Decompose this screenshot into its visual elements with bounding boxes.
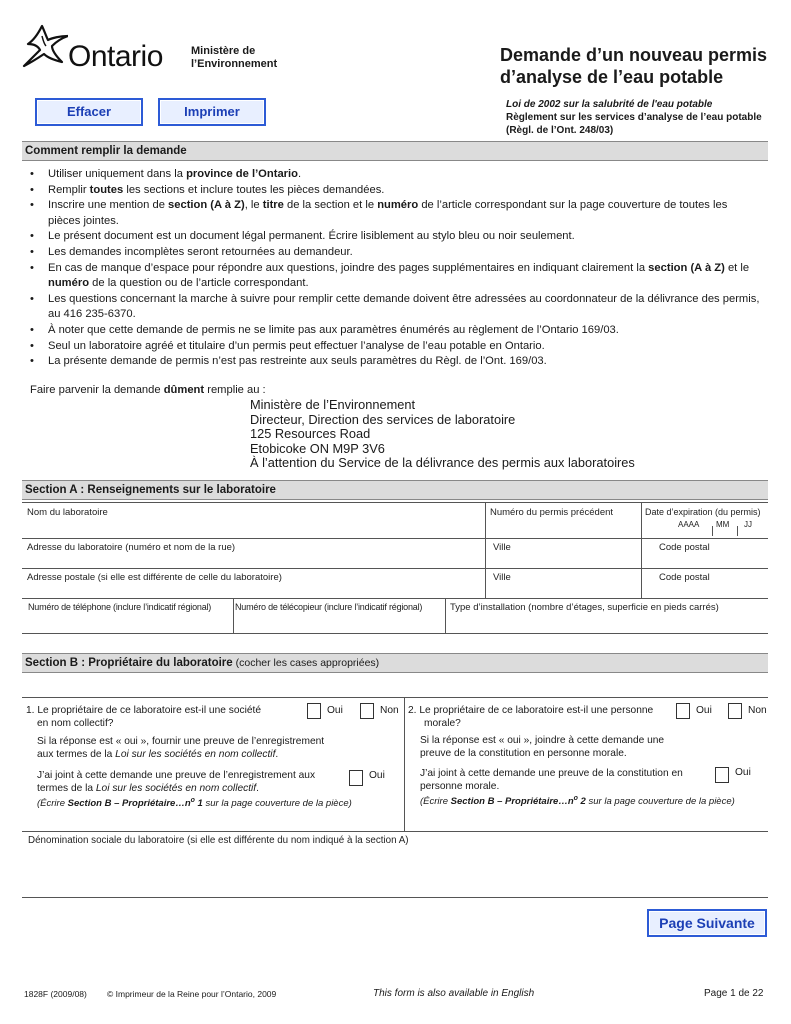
previous-permit-field[interactable] xyxy=(485,502,641,538)
instruction-item xyxy=(30,261,760,292)
question-1-attachment xyxy=(37,770,357,811)
mailing-address-label: Adresse postale (si elle est différente de celle du laboratoire) xyxy=(27,572,282,583)
send-prefix: Faire parvenir la demande xyxy=(30,384,164,396)
law-name: Loi de 2002 sur la salubrité de l'eau potable xyxy=(506,99,713,110)
instruction-emphasis: titre xyxy=(262,199,284,212)
q1-attachment-line3 xyxy=(37,795,357,811)
question-1 xyxy=(26,705,291,730)
mailing-city-label: Ville xyxy=(493,572,511,583)
send-suffix: remplie au : xyxy=(204,384,266,396)
q1-yes-checkbox[interactable] xyxy=(307,703,321,719)
instruction-item xyxy=(30,245,760,261)
instruction-text: , le xyxy=(244,199,263,212)
q1-attachment-law: Loi sur les sociétés en nom collectif xyxy=(95,782,257,794)
form-title xyxy=(500,44,785,88)
send-to-label xyxy=(30,384,266,396)
instruction-text: de l’article correspondant sur la page couverture de toutes les pièces jointes. xyxy=(48,199,728,227)
instructions-list xyxy=(30,167,760,370)
q1-instruction-end: . xyxy=(275,748,279,760)
corporate-name-field[interactable] xyxy=(22,832,768,897)
english-availability: This form is also available in English xyxy=(373,988,535,999)
logo-wordmark: Ontario xyxy=(68,40,163,73)
form-title-line1: Demande d’un nouveau permis xyxy=(500,45,768,65)
instruction-text: En cas de manque d’espace pour répondre aux questions, joindre des pages supplémentaires en indiquant clairement la xyxy=(48,261,649,274)
q1-note-prefix: (Écrire xyxy=(37,798,68,810)
q1-attachment-line2 xyxy=(37,783,357,796)
q2-attached-checkbox[interactable] xyxy=(715,767,729,783)
regulation-name: Règlement sur les services d’analyse de l’eau potable xyxy=(506,112,762,123)
q2-instruction-line1: Si la réponse est « oui », joindre à cette demande une xyxy=(420,735,665,746)
instruction-emphasis: section (A à Z) xyxy=(648,261,725,274)
address-line: À l’attention du Service de la délivrance des permis aux laboratoires xyxy=(250,455,635,470)
mailing-postal-code-label: Code postal xyxy=(659,572,710,583)
regulation-number: (Règl. de l’Ont. 248/03) xyxy=(506,125,614,136)
instruction-item xyxy=(30,167,760,183)
instruction-item xyxy=(30,183,760,199)
instruction-item xyxy=(30,198,760,229)
instruction-text: Les questions concernant la marche à suivre pour remplir cette demande doivent être adressées au coordonnateur de la délivrance des permis, au 416 235-6370. xyxy=(48,292,760,321)
q2-note-bold: Section B – Propriétaire…n xyxy=(450,796,574,808)
clear-button[interactable]: Effacer xyxy=(35,98,143,126)
day-label: JJ xyxy=(744,520,752,529)
instruction-text: . xyxy=(297,168,302,180)
q1-note-number: 1 xyxy=(194,798,203,810)
instruction-item xyxy=(30,323,760,339)
q1-instruction-line1: Si la réponse est « oui », fournir une preuve de l’enregistrement xyxy=(37,736,325,747)
instruction-emphasis: toutes xyxy=(89,183,124,196)
ontario-logo xyxy=(22,22,162,74)
postal-code-field[interactable] xyxy=(641,538,768,568)
q1-attached-yes-label: Oui xyxy=(369,770,385,781)
instruction-item xyxy=(30,292,760,323)
section-b-note: (cocher les cases appropriées) xyxy=(232,657,380,669)
instruction-emphasis: province de l’Ontario xyxy=(186,168,298,180)
instruction-text: À noter que cette demande de permis ne se limite pas aux paramètres énumérés au règlement de l’Ontario 169/03. xyxy=(48,323,619,336)
question-2-line2: morale? xyxy=(424,717,461,729)
q2-instruction-line2: preuve de la constitution en personne morale. xyxy=(420,747,627,759)
question-2-instructions xyxy=(420,735,720,760)
corporate-name-underline xyxy=(22,897,768,898)
q2-note-suffix: sur la page couverture de la pièce) xyxy=(585,796,735,808)
city-label: Ville xyxy=(493,542,511,553)
q1-attached-checkbox[interactable] xyxy=(349,770,363,786)
section-a-header: Section A : Renseignements sur le laboratoire xyxy=(22,480,768,500)
instruction-text: La présente demande de permis n’est pas restreinte aux seuls paramètres du Règl. de l’Ont. 169/03. xyxy=(48,355,547,368)
ministry-name xyxy=(191,45,301,71)
form-number: 1828F (2009/08) xyxy=(24,989,87,999)
q1-no-label: Non xyxy=(380,705,399,716)
address-line: Etobicoke ON M9P 3V6 xyxy=(250,440,385,456)
q2-attachment-line1: J’ai joint à cette demande une preuve de la constitution en xyxy=(420,768,683,779)
mailing-postal-code-field[interactable] xyxy=(641,568,768,598)
q1-instruction-line2 xyxy=(37,749,397,762)
instruction-text: les sections et inclure toutes les pièces demandées. xyxy=(123,183,385,196)
instruction-item xyxy=(30,229,760,245)
instruction-text: Les demandes incomplètes seront retournées au demandeur. xyxy=(48,245,353,258)
instruction-text: Inscrire une mention de xyxy=(48,199,169,212)
question-1-instructions xyxy=(37,736,397,761)
q1-yes-label: Oui xyxy=(327,705,343,716)
phone-field[interactable] xyxy=(22,598,233,633)
q2-yes-label: Oui xyxy=(696,705,712,716)
section-a-grid xyxy=(22,502,768,634)
month-label: MM xyxy=(716,520,730,529)
ministry-line2: l’Environnement xyxy=(191,58,278,70)
mailing-address-field[interactable] xyxy=(22,568,485,598)
trillium-icon xyxy=(22,22,68,70)
question-2-line1: 2. Le propriétaire de ce laboratoire est-il une personne xyxy=(408,705,654,716)
ministry-line1: Ministère de xyxy=(191,45,256,57)
q2-yes-checkbox[interactable] xyxy=(676,703,690,719)
section-b-divider xyxy=(404,697,405,832)
q1-note-suffix: sur la page couverture de la pièce) xyxy=(202,798,352,810)
expiry-date-label: Date d’expiration (du permis) xyxy=(645,507,761,517)
q1-attachment-end: . xyxy=(256,782,259,794)
phone-label: Numéro de téléphone (inclure l’indicatif régional) xyxy=(28,602,212,612)
q2-attachment-line3 xyxy=(420,793,775,809)
instruction-text: de la section et le xyxy=(283,199,378,212)
q1-note-sup: o xyxy=(190,797,195,804)
lab-name-label: Nom du laboratoire xyxy=(27,507,108,518)
instruction-text: Remplir xyxy=(48,183,90,196)
copyright: © Imprimeur de la Reine pour l’Ontario, 2009 xyxy=(107,989,277,999)
mailing-address xyxy=(250,398,635,471)
q2-no-label: Non xyxy=(748,705,767,716)
q1-no-checkbox[interactable] xyxy=(360,703,374,719)
how-to-header: Comment remplir la demande xyxy=(22,141,768,161)
q2-note-number: 2 xyxy=(577,796,586,808)
postal-code-label: Code postal xyxy=(659,542,710,553)
previous-permit-label: Numéro du permis précédent xyxy=(490,507,614,518)
instruction-text: de la question ou de l’article correspondant. xyxy=(89,277,309,290)
expiry-date-field[interactable] xyxy=(641,502,768,538)
q1-note-bold: Section B – Propriétaire…n xyxy=(67,798,191,810)
address-line: 125 Resources Road xyxy=(250,426,371,441)
lab-name-field[interactable] xyxy=(22,502,485,538)
instruction-item xyxy=(30,339,760,355)
q2-attached-yes-label: Oui xyxy=(735,767,751,778)
section-b-title: Section B : Propriétaire du laboratoire xyxy=(25,657,233,669)
city-field[interactable] xyxy=(485,538,641,568)
form-title-line2: d’analyse de l’eau potable xyxy=(500,67,724,87)
q2-note-sup: o xyxy=(573,795,578,802)
instruction-emphasis: numéro xyxy=(48,277,90,290)
installation-type-field[interactable] xyxy=(445,598,768,633)
instruction-item xyxy=(30,354,760,370)
q1-instruction-law: Loi sur les sociétés en nom collectif xyxy=(115,748,276,760)
send-bold: dûment xyxy=(163,384,205,396)
q2-no-checkbox[interactable] xyxy=(728,703,742,719)
instruction-emphasis: section (A à Z) xyxy=(168,199,245,212)
question-1-line1: 1. Le propriétaire de ce laboratoire est-il une société xyxy=(26,705,262,716)
lab-address-field[interactable] xyxy=(22,538,485,568)
law-reference xyxy=(506,98,786,137)
year-label: AAAA xyxy=(678,520,700,529)
instruction-text: et le xyxy=(724,261,750,274)
lab-address-label: Adresse du laboratoire (numéro et nom de la rue) xyxy=(27,542,236,553)
page-number: Page 1 de 22 xyxy=(704,988,764,999)
print-button[interactable]: Imprimer xyxy=(158,98,266,126)
q2-note-prefix: (Écrire xyxy=(420,796,451,808)
next-page-button[interactable]: Page Suivante xyxy=(647,909,767,937)
instruction-text: Le présent document est un document légal permanent. Écrire lisiblement au stylo bleu ou noir seulement. xyxy=(48,230,575,243)
fax-label: Numéro de télécopieur (inclure l’indicatif régional) xyxy=(235,602,423,612)
instruction-text: Seul un laboratoire agréé et titulaire d’un permis peut effectuer l’analyse de l’eau potable en Ontario. xyxy=(48,339,545,352)
installation-type-label: Type d’installation (nombre d’étages, superficie en pieds carrés) xyxy=(450,602,719,613)
address-line: Directeur, Direction des services de laboratoire xyxy=(250,411,516,427)
corporate-name-label: Dénomination sociale du laboratoire (si elle est différente du nom indiqué à la section A) xyxy=(28,835,409,846)
q1-attachment-text: termes de la xyxy=(37,782,96,794)
address-line: Ministère de l’Environnement xyxy=(250,397,416,412)
fax-field[interactable] xyxy=(233,598,445,633)
question-1-line2: en nom collectif? xyxy=(37,717,114,729)
q1-attachment-line1: J’ai joint à cette demande une preuve de l’enregistrement aux xyxy=(37,770,316,781)
mailing-city-field[interactable] xyxy=(485,568,641,598)
q1-instruction-text: aux termes de la xyxy=(37,748,116,760)
instruction-text: Utiliser uniquement dans la xyxy=(48,168,187,180)
section-b-header xyxy=(22,653,768,673)
question-2 xyxy=(408,705,676,730)
instruction-emphasis: numéro xyxy=(377,199,419,212)
q2-attachment-line2: personne morale. xyxy=(420,780,500,792)
